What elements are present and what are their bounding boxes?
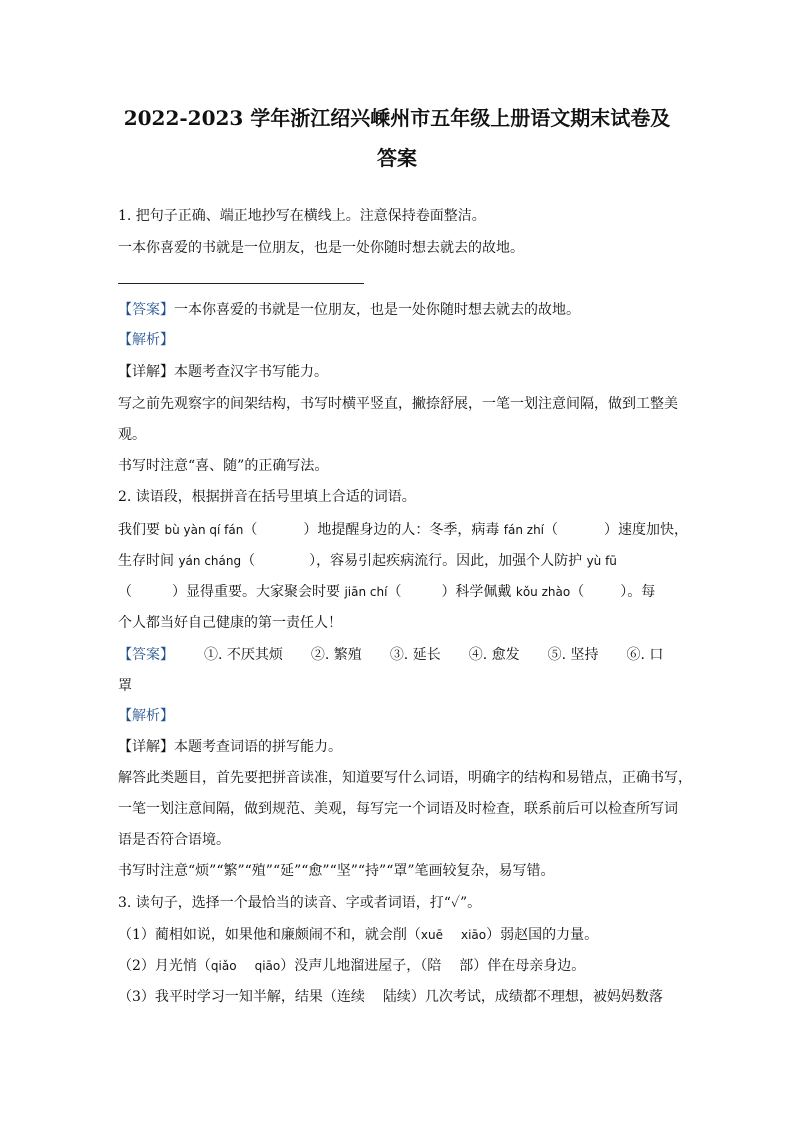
q2-analysis-tag: 【解析】 [118, 708, 174, 724]
text-segment: 生存时间 [118, 553, 179, 569]
pinyin: yù fū [586, 554, 617, 568]
text-segment: ），容易引起疾病流行。因此，加强个人防护 [309, 553, 587, 569]
answer-option: ②. 繁殖 [310, 647, 362, 663]
pinyin: yán cháng [178, 554, 242, 568]
text-segment: ）没声儿地溜进屋子，（陪 [280, 958, 442, 974]
pinyin: fán zhí [503, 523, 545, 537]
detail-tag: 【详解】 [118, 739, 174, 755]
q1-answer-line [118, 283, 364, 284]
text-segment: 部）伴在母亲身边。 [459, 958, 586, 974]
answer-option: ①. 不厌其烦 [204, 647, 283, 663]
q1-explanation-2: 书写时注意“喜、随”的正确写法。 [118, 458, 329, 474]
q3-sentence-3 [118, 987, 678, 1007]
text-segment: （1）蔺相如说，如果他和廉颇闹不和，就会削（ [118, 927, 421, 943]
answer-tag: 【答案】 [118, 302, 174, 318]
q2-explanation-1c: 语是否符合语境。 [118, 832, 230, 848]
pinyin: jiān chí [344, 585, 388, 599]
text-segment: （2）月光悄（ [118, 958, 211, 974]
q2-paragraph-line-1 [118, 520, 689, 540]
q3-sentence-1 [118, 925, 678, 945]
detail-text: 本题考查汉字书写能力。 [174, 364, 328, 380]
pinyin-option[interactable]: qiāo [254, 959, 281, 973]
pinyin-option[interactable]: xuē [420, 928, 443, 942]
q2-answer [118, 645, 678, 665]
q1-analysis-tag: 【解析】 [118, 332, 174, 348]
q2-prompt: 2. 读语段，根据拼音在括号里填上合适的词语。 [118, 489, 416, 505]
q2-paragraph-line-4: 个人都当好自己健康的第一责任人！ [118, 615, 342, 631]
text-segment: （ [387, 584, 402, 600]
text-segment: ）显得重要。大家聚会时要 [172, 584, 345, 600]
text-segment: ）地提醒身边的人：冬季，病毒 [303, 522, 504, 538]
text-segment: （ [118, 584, 132, 600]
detail-text: 本题考查词语的拼写能力。 [174, 739, 342, 755]
text-segment: ）速度加快， [604, 522, 689, 538]
text-segment: （3）我平时学习一知半解，结果（连续 [118, 989, 365, 1005]
text-segment: （ [570, 584, 585, 600]
q2-answer-continued: 罩 [118, 678, 132, 694]
answer-text: 一本你喜爱的书就是一位朋友，也是一处你随时想去就去的故地。 [174, 302, 580, 318]
answer-option: ⑥. 口 [626, 647, 664, 663]
text-segment: ）。每 [620, 584, 656, 600]
q2-explanation-2: 书写时注意“烦”“繁”“殖”“延”“愈”“坚”“持”“罩”笔画较复杂，易写错。 [118, 863, 555, 879]
q2-explanation-1a: 解答此类题目，首先要把拼音读准，知道要写什么词语，明确字的结构和易错点，正确书写， [118, 770, 692, 786]
pinyin-option[interactable]: xiāo [461, 928, 487, 942]
q3-sentence-2 [118, 956, 678, 976]
pinyin: bù yàn qí fán [164, 523, 244, 537]
document-title-continued: 答案 [377, 146, 417, 170]
q3-prompt: 3. 读句子，选择一个最恰当的读音、字或者词语，打“✓”。 [118, 895, 482, 911]
text-segment: 我们要 [118, 522, 165, 538]
text-segment: （ [243, 522, 258, 538]
answer-option: ③. 延长 [389, 647, 441, 663]
detail-tag: 【详解】 [118, 364, 174, 380]
q2-explanation-1b: 一笔一划注意间隔，做到规范、美观，每写完一个词语及时检查，联系前后可以检查所写词 [118, 801, 678, 817]
text-segment: ）科学佩戴 [441, 584, 516, 600]
text-segment: （ [241, 553, 256, 569]
pinyin: kǒu zhào [515, 585, 571, 599]
q1-detail [118, 362, 678, 382]
text-segment: ）弱赵国的力量。 [486, 927, 599, 943]
answer-option: ⑤. 坚持 [547, 647, 599, 663]
pinyin-option[interactable]: qiǎo [210, 959, 237, 973]
text-segment: 陆续）几次考试，成绩都不理想，被妈妈数落 [382, 989, 663, 1005]
document-title: 2022-2023 学年浙江绍兴嵊州市五年级上册语文期末试卷及 [123, 106, 671, 130]
q1-answer [118, 300, 678, 320]
q2-paragraph-line-3 [118, 582, 678, 602]
q1-explanation-1b: 观。 [118, 427, 146, 443]
q2-detail [118, 737, 678, 757]
q1-explanation-1a: 写之前先观察字的间架结构，书写时横平竖直，撇捺舒展，一笔一划注意间隔，做到工整美 [118, 396, 678, 412]
answer-option: ④. 愈发 [468, 647, 520, 663]
q2-paragraph-line-2 [118, 551, 678, 571]
answer-tag: 【答案】 [118, 647, 174, 663]
q1-sentence: 一本你喜爱的书就是一位朋友，也是一处你随时想去就去的故地。 [118, 240, 524, 256]
text-segment: （ [544, 522, 559, 538]
q1-prompt: 1. 把句子正确、端正地抄写在横线上。注意保持卷面整洁。 [118, 208, 486, 224]
